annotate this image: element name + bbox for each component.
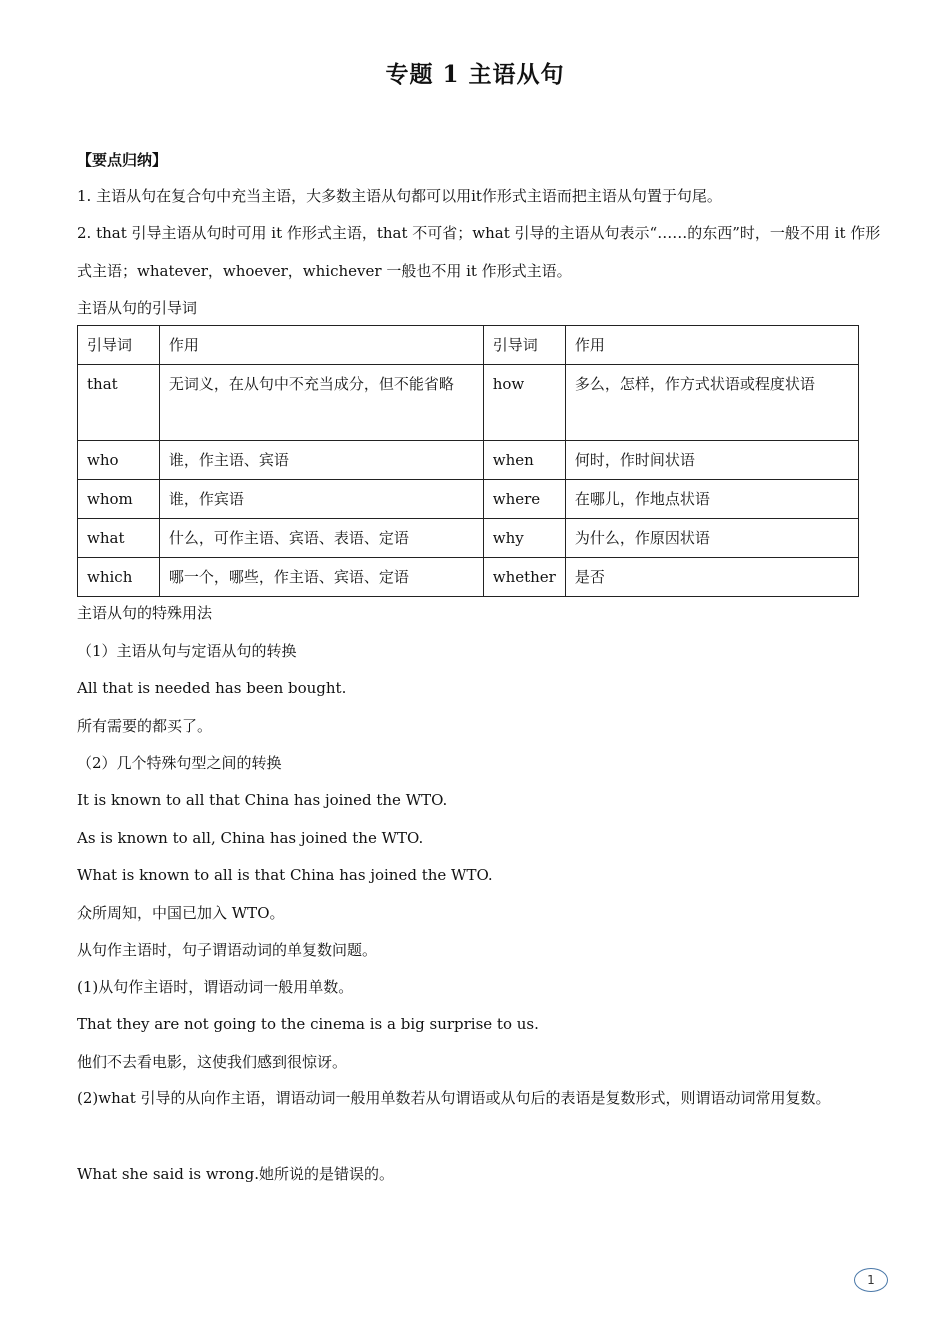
table-cell: whether [483,558,565,597]
table-cell: 在哪儿，作地点状语 [565,480,858,519]
example-sentence: As is known to all, China has joined the WTO. [77,829,424,847]
table-cell: what [78,519,160,558]
table-cell: how [483,365,565,441]
page-title: 专题 1 主语从句 [385,61,565,88]
section-heading: 【要点归纳】 [77,151,168,169]
table-row [78,441,859,480]
special-usage-heading: 主语从句的特殊用法 [77,604,213,622]
table-header: 引导词 [483,326,565,365]
subheading-2: （2）几个特殊句型之间的转换 [77,754,282,772]
table-cell: that [78,365,160,441]
table-cell: who [78,441,160,480]
table-cell: 何时，作时间状语 [565,441,858,480]
agreement-point-1: (1)从句作主语时，谓语动词一般用单数。 [77,978,354,996]
table-cell: where [483,480,565,519]
table-header: 作用 [159,326,483,365]
point-2: 2. that 引导主语从句时可用 it 作形式主语，that 不可省；what 引导的主语从句表示“……的东西”时，一般不用 it 作形式主语；whatever，whoever，whichever 一般也不用 it 作形式主语。 [77,224,881,280]
table-header-row [78,326,859,365]
table-header: 作用 [565,326,858,365]
table-cell: 多么，怎样，作方式状语或程度状语 [565,365,858,441]
agreement-heading: 从句作主语时，句子谓语动词的单复数问题。 [77,941,378,959]
page-number: 1 [854,1268,888,1292]
example-sentence: What is known to all is that China has joined the WTO. [77,866,493,884]
point-1: 1. 主语从句在复合句中充当主语，大多数主语从句都可以用it作形式主语而把主语从句置于句尾。 [77,187,722,205]
example-translation: 众所周知，中国已加入 WTO。 [77,904,285,922]
example-translation: 所有需要的都买了。 [77,717,213,735]
table-cell: 哪一个，哪些，作主语、宾语、定语 [159,558,483,597]
table-cell: 是否 [565,558,858,597]
table-cell: 为什么，作原因状语 [565,519,858,558]
subheading-1: （1）主语从句与定语从句的转换 [77,642,297,660]
table-cell: 无词义，在从句中不充当成分，但不能省略 [159,365,483,441]
table-caption: 主语从句的引导词 [77,299,198,317]
example-sentence: It is known to all that China has joined the WTO. [77,791,448,809]
table-cell: which [78,558,160,597]
example-sentence: That they are not going to the cinema is a big surprise to us. [77,1015,539,1033]
table-row [78,558,859,597]
introducer-table [77,325,859,597]
table-cell: when [483,441,565,480]
table-cell: 什么，可作主语、宾语、表语、定语 [159,519,483,558]
table-row [78,519,859,558]
table-cell: 谁，作宾语 [159,480,483,519]
agreement-point-2: (2)what 引导的从向作主语，谓语动词一般用单数若从句谓语或从句后的表语是复数形式，则谓语动词常用复数。 [77,1089,831,1107]
table-cell: whom [78,480,160,519]
table-cell: why [483,519,565,558]
table-header: 引导词 [78,326,160,365]
table-row [78,480,859,519]
example-sentence: What she said is wrong.她所说的是错误的。 [77,1165,394,1183]
table-cell: 谁，作主语、宾语 [159,441,483,480]
example-translation: 他们不去看电影，这使我们感到很惊讶。 [77,1053,348,1071]
table-row [78,365,859,441]
example-sentence: All that is needed has been bought. [77,679,347,697]
